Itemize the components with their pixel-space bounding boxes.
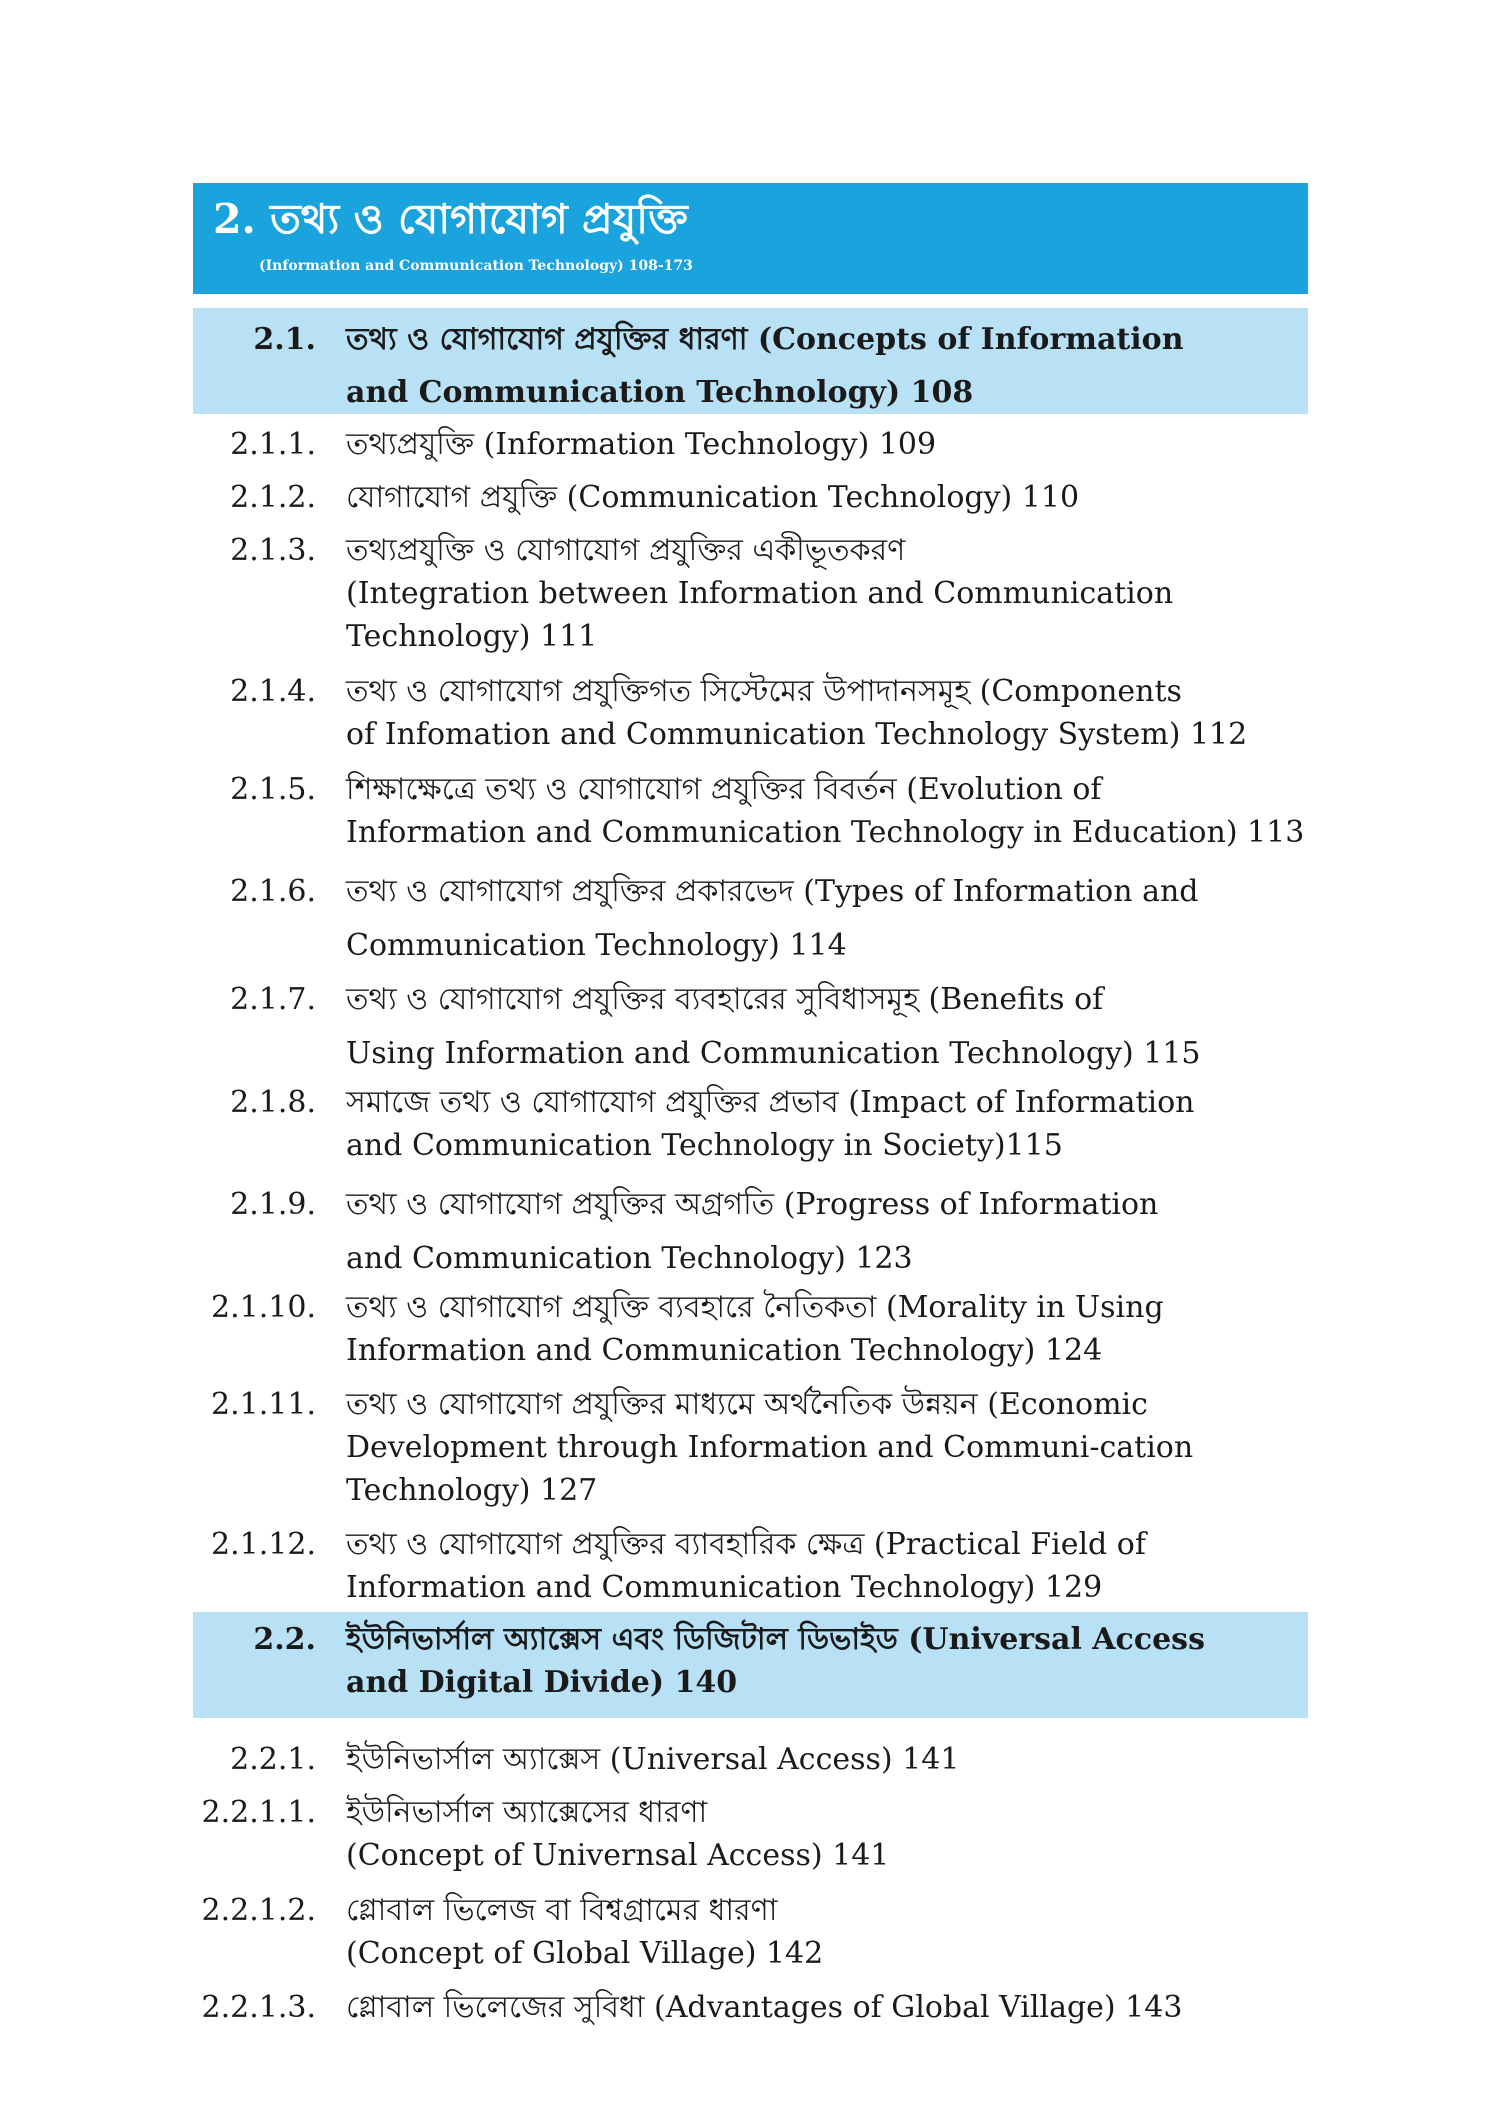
entry-line: Technology) 127 — [346, 1473, 598, 1508]
entry-line: (Concept of Global Village) 142 — [346, 1936, 824, 1971]
entry-number: 2.2. — [253, 1622, 316, 1657]
entry-number: 2.1.8. — [230, 1085, 316, 1120]
entry-number: 2.2.1.3. — [201, 1990, 316, 2025]
entry-title — [346, 1523, 1401, 1609]
entry-title — [346, 1986, 1401, 2029]
entry-number: 2.1.5. — [230, 772, 316, 807]
entry-title — [346, 1286, 1401, 1372]
entry-title — [346, 1383, 1401, 1512]
chapter-title-bengali: 2. তথ্য ও যোগাযোগ প্রযুক্তি — [213, 195, 688, 243]
entry-title — [346, 1081, 1401, 1167]
entry-line: and Digital Divide) 140 — [346, 1665, 738, 1700]
entry-number: 2.2.1. — [230, 1742, 316, 1777]
entry-line: (Integration between Information and Communication — [346, 576, 1174, 611]
entry-number: 2.1.11. — [211, 1387, 316, 1422]
entry-line: ইউনিভার্সাল অ্যাক্সেস এবং ডিজিটাল ডিভাইড (Universal Access — [346, 1622, 1205, 1657]
entry-number: 2.1.7. — [230, 982, 316, 1017]
entry-title — [346, 1618, 1401, 1704]
entry-line: Information and Communication Technology in Education) 113 — [346, 815, 1305, 850]
chapter-heading — [193, 183, 1308, 294]
entry-line: তথ্য ও যোগাযোগ প্রযুক্তির মাধ্যমে অর্থনৈতিক উন্নয়ন (Economic — [346, 1387, 1148, 1422]
entry-line: and Communication Technology) 123 — [346, 1241, 913, 1276]
entry-number: 2.2.1.1. — [201, 1795, 316, 1830]
entry-title — [346, 865, 1401, 973]
entry-line: যোগাযোগ প্রযুক্তি (Communication Technology) 110 — [346, 480, 1080, 515]
entry-title — [346, 768, 1401, 854]
entry-title — [346, 1889, 1401, 1975]
entry-number: 2.1.4. — [230, 674, 316, 709]
entry-line: তথ্য ও যোগাযোগ প্রযুক্তির প্রকারভেদ (Types of Information and — [346, 874, 1199, 909]
entry-title — [346, 313, 1401, 419]
entry-line: গ্লোবাল ভিলেজ বা বিশ্বগ্রামের ধারণা — [346, 1893, 778, 1928]
entry-line: Development through Information and Communi-cation — [346, 1430, 1194, 1465]
entry-title — [346, 670, 1401, 756]
entry-line: Using Information and Communication Technology) 115 — [346, 1036, 1201, 1071]
entry-number: 2.1.1. — [230, 427, 316, 462]
entry-line: গ্লোবাল ভিলেজের সুবিধা (Advantages of Global Village) 143 — [346, 1990, 1183, 2025]
entry-line: Technology) 111 — [346, 619, 598, 654]
entry-number: 2.1.12. — [211, 1527, 316, 1562]
entry-number: 2.1. — [253, 322, 316, 357]
entry-number: 2.1.10. — [211, 1290, 316, 1325]
entry-line: ইউনিভার্সাল অ্যাক্সেসের ধারণা — [346, 1795, 708, 1830]
entry-number: 2.1.9. — [230, 1187, 316, 1222]
entry-line: তথ্যপ্রযুক্তি (Information Technology) 109 — [346, 427, 937, 462]
entry-line: শিক্ষাক্ষেত্রে তথ্য ও যোগাযোগ প্রযুক্তির বিবর্তন (Evolution of — [346, 772, 1102, 807]
entry-line: সমাজে তথ্য ও যোগাযোগ প্রযুক্তির প্রভাব (Impact of Information — [346, 1085, 1195, 1120]
entry-line: (Concept of Univernsal Access) 141 — [346, 1838, 890, 1873]
entry-number: 2.1.3. — [230, 533, 316, 568]
entry-number: 2.1.6. — [230, 874, 316, 909]
entry-line: তথ্যপ্রযুক্তি ও যোগাযোগ প্রযুক্তির একীভূতকরণ — [346, 533, 906, 568]
entry-line: Information and Communication Technology) 124 — [346, 1333, 1103, 1368]
entry-line: and Communication Technology in Society)115 — [346, 1128, 1063, 1163]
entry-title — [346, 529, 1401, 658]
entry-title — [346, 423, 1401, 466]
entry-line: তথ্য ও যোগাযোগ প্রযুক্তির ব্যাবহারিক ক্ষেত্র (Practical Field of — [346, 1527, 1146, 1562]
entry-number: 2.1.2. — [230, 480, 316, 515]
entry-title — [346, 476, 1401, 519]
entry-title — [346, 1738, 1401, 1781]
entry-line: ইউনিভার্সাল অ্যাক্সেস (Universal Access) 141 — [346, 1742, 960, 1777]
entry-number: 2.2.1.2. — [201, 1893, 316, 1928]
entry-title — [346, 973, 1401, 1081]
entry-title — [346, 1791, 1401, 1877]
entry-title — [346, 1178, 1401, 1286]
entry-line: Information and Communication Technology) 129 — [346, 1570, 1103, 1605]
entry-line: তথ্য ও যোগাযোগ প্রযুক্তির ধারণা (Concepts of Information — [346, 322, 1184, 357]
entry-line: and Communication Technology) 108 — [346, 375, 974, 410]
entry-line: তথ্য ও যোগাযোগ প্রযুক্তিগত সিস্টেমের উপাদানসমূহ (Components — [346, 674, 1182, 709]
entry-line: তথ্য ও যোগাযোগ প্রযুক্তির ব্যবহারের সুবিধাসমূহ (Benefits of — [346, 982, 1104, 1017]
entry-line: তথ্য ও যোগাযোগ প্রযুক্তি ব্যবহারে নৈতিকতা (Morality in Using — [346, 1290, 1164, 1325]
chapter-title-english: (Information and Communication Technology) 108-173 — [259, 258, 693, 274]
entry-line: of Infomation and Communication Technology System) 112 — [346, 717, 1248, 752]
entry-line: তথ্য ও যোগাযোগ প্রযুক্তির অগ্রগতি (Progress of Information — [346, 1187, 1159, 1222]
entry-line: Communication Technology) 114 — [346, 928, 847, 963]
